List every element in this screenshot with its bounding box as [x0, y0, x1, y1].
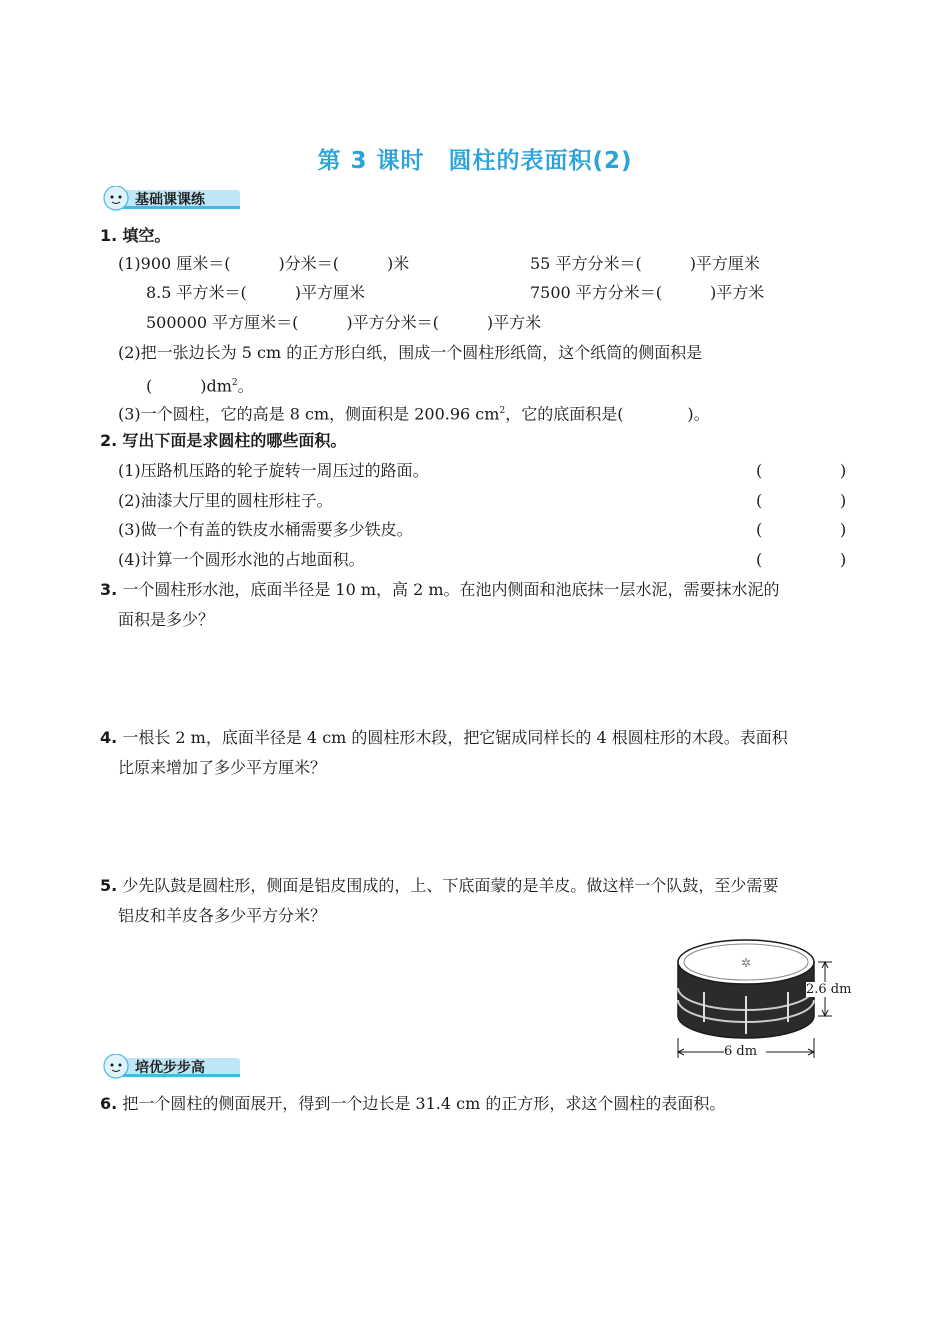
q1-heading — [100, 226, 170, 246]
q5-number: 5. — [100, 876, 118, 895]
q1-part2-line2 — [146, 373, 254, 396]
q3-line1 — [100, 580, 780, 600]
section-banner-basic — [102, 186, 242, 212]
q2-head: 写出下面是求圆柱的哪些面积。 — [122, 431, 347, 450]
q2-answer-open-4: ( — [756, 550, 763, 569]
q1-part1a: (1)900 厘米＝( )分米＝( )米 — [118, 254, 410, 273]
q2-answer-close-3: ) — [840, 520, 847, 539]
q4-line1 — [100, 728, 788, 748]
drum-height-label: 2.6 dm — [806, 982, 852, 997]
q2-item-2: (2)油漆大厅里的圆柱形柱子。 — [118, 491, 333, 510]
drum-diameter-label: 6 dm — [724, 1044, 758, 1059]
q6-text1: 把一个圆柱的侧面展开，得到一个边长是 31.4 cm 的正方形，求这个圆柱的表面积。 — [122, 1094, 726, 1113]
q2-heading — [100, 431, 346, 451]
q1-part1e: 500000 平方厘米＝( )平方分米＝( )平方米 — [146, 313, 542, 332]
q1-part3 — [118, 401, 710, 424]
q1-part2-answer: ( )dm — [146, 376, 232, 396]
q1-part1d: 7500 平方分米＝( )平方米 — [530, 283, 765, 302]
q1-part2-sup: 2 — [231, 378, 238, 388]
svg-text:✲: ✲ — [740, 956, 752, 970]
q2-answer-close-1: ) — [840, 461, 847, 480]
q1-part1b: 55 平方分米＝( )平方厘米 — [530, 254, 760, 273]
q1-part2-end: 。 — [237, 376, 254, 396]
q5-line2: 铝皮和羊皮各多少平方分米？ — [118, 906, 327, 925]
q3-text1: 一个圆柱形水池，底面半径是 10 m，高 2 m。在池内侧面和池底抹一层水泥，需要抹水泥的 — [122, 580, 780, 599]
q1-part3-end: ，它的底面积是( )。 — [505, 404, 710, 424]
q4-number: 4. — [100, 728, 118, 747]
q1-part3-text: (3)一个圆柱，它的高是 8 cm，侧面积是 200.96 cm — [118, 404, 500, 424]
q1-part2-line1: (2)把一张边长为 5 cm 的正方形白纸，围成一个圆柱形纸筒，这个纸筒的侧面积是 — [118, 343, 703, 362]
q2-answer-open-1: ( — [756, 461, 763, 480]
q2-item-3: (3)做一个有盖的铁皮水桶需要多少铁皮。 — [118, 520, 413, 539]
q5-line1 — [100, 876, 778, 896]
q1-number: 1. — [100, 226, 118, 245]
q4-text1: 一根长 2 m，底面半径是 4 cm 的圆柱形木段，把它锯成同样长的 4 根圆柱形的木段。表面积 — [122, 728, 788, 747]
section-title-basic: 基础课课练 — [135, 192, 205, 208]
q3-line2: 面积是多少？ — [118, 610, 215, 629]
q5-text1: 少先队鼓是圆柱形，侧面是铝皮围成的，上、下底面蒙的是羊皮。做这样一个队鼓，至少需要 — [122, 876, 779, 895]
q1-head: 填空。 — [122, 226, 171, 245]
page-title: 第 3 课时 圆柱的表面积(2) — [317, 148, 633, 174]
q2-answer-open-2: ( — [756, 491, 763, 510]
q6-line1 — [100, 1094, 725, 1114]
q2-item-4: (4)计算一个圆形水池的占地面积。 — [118, 550, 365, 569]
section-banner-advanced — [102, 1054, 242, 1080]
q2-item-1: (1)压路机压路的轮子旋转一周压过的路面。 — [118, 461, 429, 480]
section-title-advanced: 培优步步高 — [135, 1060, 205, 1076]
drum-figure — [668, 930, 858, 1062]
q2-answer-open-3: ( — [756, 520, 763, 539]
q1-part1c: 8.5 平方米＝( )平方厘米 — [146, 283, 366, 302]
q3-number: 3. — [100, 580, 118, 599]
q4-line2: 比原来增加了多少平方厘米？ — [118, 758, 327, 777]
q6-number: 6. — [100, 1094, 118, 1113]
q2-answer-close-2: ) — [840, 491, 847, 510]
q2-number: 2. — [100, 431, 118, 450]
q1-part3-sup: 2 — [499, 406, 506, 416]
q2-answer-close-4: ) — [840, 550, 847, 569]
